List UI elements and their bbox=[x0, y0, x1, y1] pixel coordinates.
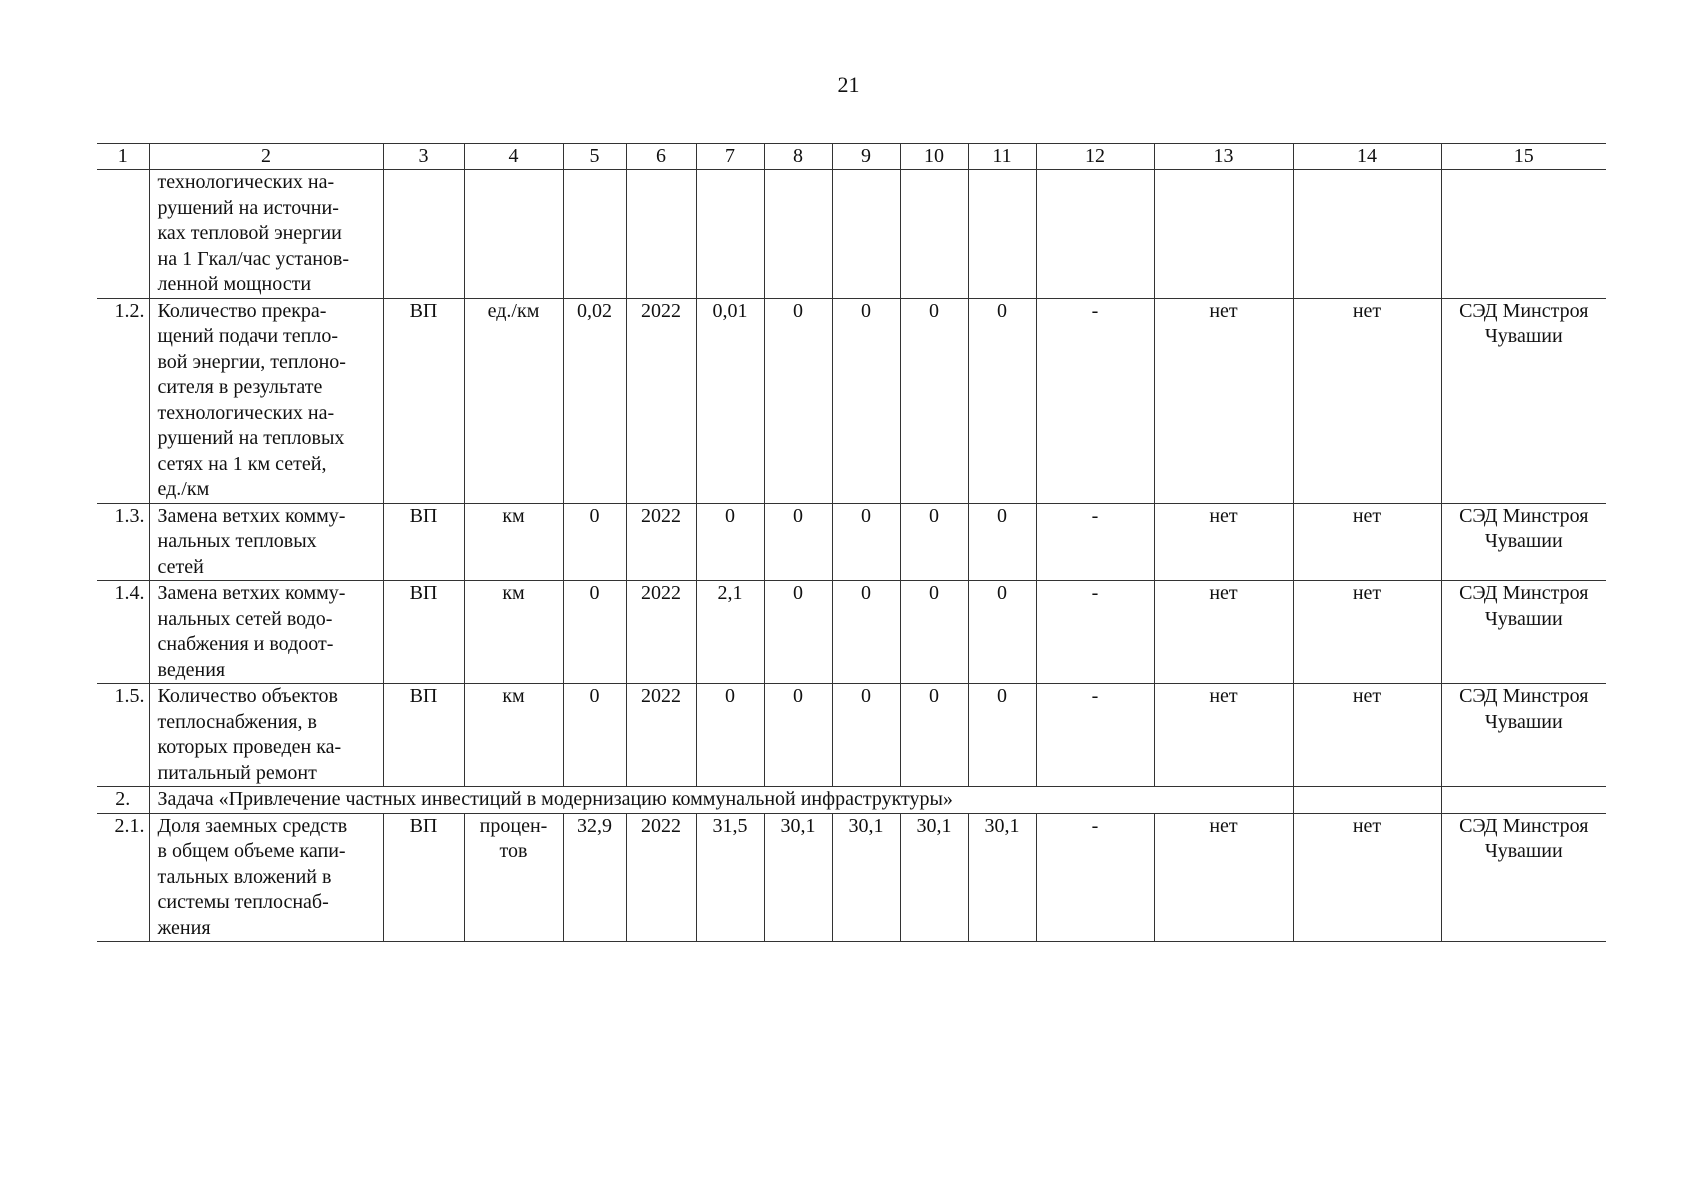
task-row bbox=[97, 787, 1606, 814]
unit: км bbox=[464, 581, 563, 684]
column-header: 1 bbox=[97, 144, 149, 170]
row-number: 1.3. bbox=[97, 503, 149, 581]
value: 31,5 bbox=[696, 813, 764, 942]
value: 0 bbox=[968, 684, 1036, 787]
row-number: 2. bbox=[97, 787, 149, 814]
responsible: СЭД Минстроя Чувашии bbox=[1441, 684, 1606, 787]
value: 0 bbox=[900, 581, 968, 684]
cell: - bbox=[1036, 298, 1154, 503]
value: 0 bbox=[832, 298, 900, 503]
cell: нет bbox=[1293, 581, 1441, 684]
table-row bbox=[97, 581, 1606, 684]
cell bbox=[1293, 170, 1441, 299]
value: 0 bbox=[764, 581, 832, 684]
column-header: 6 bbox=[626, 144, 696, 170]
column-header: 3 bbox=[383, 144, 464, 170]
column-header: 12 bbox=[1036, 144, 1154, 170]
column-header: 4 bbox=[464, 144, 563, 170]
value: 30,1 bbox=[764, 813, 832, 942]
responsible: СЭД Минстроя Чувашии bbox=[1441, 298, 1606, 503]
cell bbox=[1441, 170, 1606, 299]
indicator-name: технологических на- рушений на источни- ках тепловой энергии на 1 Гкал/час установ- ленной мощности bbox=[149, 170, 383, 299]
indicator-name: Количество прекра- щений подачи тепло- вой энергии, теплоно- сителя в результате технологических на- рушений на тепловых сетях на 1 км сетей, ед./км bbox=[149, 298, 383, 503]
base-year: 2022 bbox=[626, 813, 696, 942]
responsible: СЭД Минстроя Чувашии bbox=[1441, 813, 1606, 942]
row-number: 1.4. bbox=[97, 581, 149, 684]
base-value: 0 bbox=[563, 581, 626, 684]
cell: нет bbox=[1154, 298, 1293, 503]
base-year: 2022 bbox=[626, 503, 696, 581]
base-year: 2022 bbox=[626, 581, 696, 684]
cell: нет bbox=[1154, 684, 1293, 787]
value: 30,1 bbox=[832, 813, 900, 942]
indicator-type: ВП bbox=[383, 298, 464, 503]
responsible: СЭД Минстроя Чувашии bbox=[1441, 503, 1606, 581]
unit: км bbox=[464, 684, 563, 787]
cell bbox=[1036, 170, 1154, 299]
indicator-name: Количество объектов теплоснабжения, в которых проведен ка- питальный ремонт bbox=[149, 684, 383, 787]
column-header: 8 bbox=[764, 144, 832, 170]
indicator-type: ВП bbox=[383, 503, 464, 581]
column-header: 10 bbox=[900, 144, 968, 170]
cell: - bbox=[1036, 684, 1154, 787]
indicator-type: ВП bbox=[383, 581, 464, 684]
cell bbox=[696, 170, 764, 299]
value: 0 bbox=[764, 503, 832, 581]
table-row bbox=[97, 170, 1606, 299]
indicator-name: Доля заемных средств в общем объеме капи- тальных вложений в системы теплоснаб- жения bbox=[149, 813, 383, 942]
base-year: 2022 bbox=[626, 298, 696, 503]
cell: нет bbox=[1293, 503, 1441, 581]
value: 0 bbox=[968, 581, 1036, 684]
value: 0 bbox=[900, 298, 968, 503]
value: 0 bbox=[900, 684, 968, 787]
column-numbers-row bbox=[97, 144, 1606, 170]
base-year: 2022 bbox=[626, 684, 696, 787]
value: 0 bbox=[696, 503, 764, 581]
cell bbox=[464, 170, 563, 299]
indicators-table bbox=[97, 143, 1606, 942]
indicator-name: Замена ветхих комму- нальных тепловых сетей bbox=[149, 503, 383, 581]
task-title: Задача «Привлечение частных инвестиций в модернизацию коммунальной инфраструктуры» bbox=[149, 787, 1293, 814]
cell bbox=[764, 170, 832, 299]
column-header: 2 bbox=[149, 144, 383, 170]
column-header: 9 bbox=[832, 144, 900, 170]
column-header: 11 bbox=[968, 144, 1036, 170]
cell bbox=[626, 170, 696, 299]
value: 0 bbox=[764, 298, 832, 503]
base-value: 0 bbox=[563, 503, 626, 581]
cell: нет bbox=[1154, 813, 1293, 942]
value: 0 bbox=[696, 684, 764, 787]
column-header: 14 bbox=[1293, 144, 1441, 170]
value: 0 bbox=[900, 503, 968, 581]
responsible: СЭД Минстроя Чувашии bbox=[1441, 581, 1606, 684]
base-value: 0 bbox=[563, 684, 626, 787]
value: 0 bbox=[832, 684, 900, 787]
value: 2,1 bbox=[696, 581, 764, 684]
cell bbox=[1154, 170, 1293, 299]
cell: нет bbox=[1293, 813, 1441, 942]
row-number: 1.2. bbox=[97, 298, 149, 503]
table-row bbox=[97, 503, 1606, 581]
indicator-type: ВП bbox=[383, 684, 464, 787]
value: 0 bbox=[968, 298, 1036, 503]
cell: - bbox=[1036, 581, 1154, 684]
value: 30,1 bbox=[900, 813, 968, 942]
value: 0 bbox=[764, 684, 832, 787]
cell bbox=[563, 170, 626, 299]
row-number: 2.1. bbox=[97, 813, 149, 942]
cell bbox=[832, 170, 900, 299]
cell: - bbox=[1036, 813, 1154, 942]
cell: нет bbox=[1154, 503, 1293, 581]
cell bbox=[1441, 787, 1606, 814]
base-value: 0,02 bbox=[563, 298, 626, 503]
table-row bbox=[97, 298, 1606, 503]
table-row bbox=[97, 684, 1606, 787]
value: 0 bbox=[832, 503, 900, 581]
value: 0 bbox=[968, 503, 1036, 581]
row-number bbox=[97, 170, 149, 299]
column-header: 13 bbox=[1154, 144, 1293, 170]
row-number: 1.5. bbox=[97, 684, 149, 787]
base-value: 32,9 bbox=[563, 813, 626, 942]
table-row bbox=[97, 813, 1606, 942]
unit: км bbox=[464, 503, 563, 581]
unit: процен- тов bbox=[464, 813, 563, 942]
cell bbox=[968, 170, 1036, 299]
cell: нет bbox=[1293, 684, 1441, 787]
value: 0,01 bbox=[696, 298, 764, 503]
cell: нет bbox=[1154, 581, 1293, 684]
cell bbox=[900, 170, 968, 299]
cell: нет bbox=[1293, 298, 1441, 503]
indicator-name: Замена ветхих комму- нальных сетей водо- снабжения и водоот- ведения bbox=[149, 581, 383, 684]
cell bbox=[383, 170, 464, 299]
column-header: 15 bbox=[1441, 144, 1606, 170]
column-header: 5 bbox=[563, 144, 626, 170]
unit: ед./км bbox=[464, 298, 563, 503]
indicator-type: ВП bbox=[383, 813, 464, 942]
value: 0 bbox=[832, 581, 900, 684]
value: 30,1 bbox=[968, 813, 1036, 942]
column-header: 7 bbox=[696, 144, 764, 170]
cell: - bbox=[1036, 503, 1154, 581]
cell bbox=[1293, 787, 1441, 814]
page-number: 21 bbox=[837, 72, 860, 97]
